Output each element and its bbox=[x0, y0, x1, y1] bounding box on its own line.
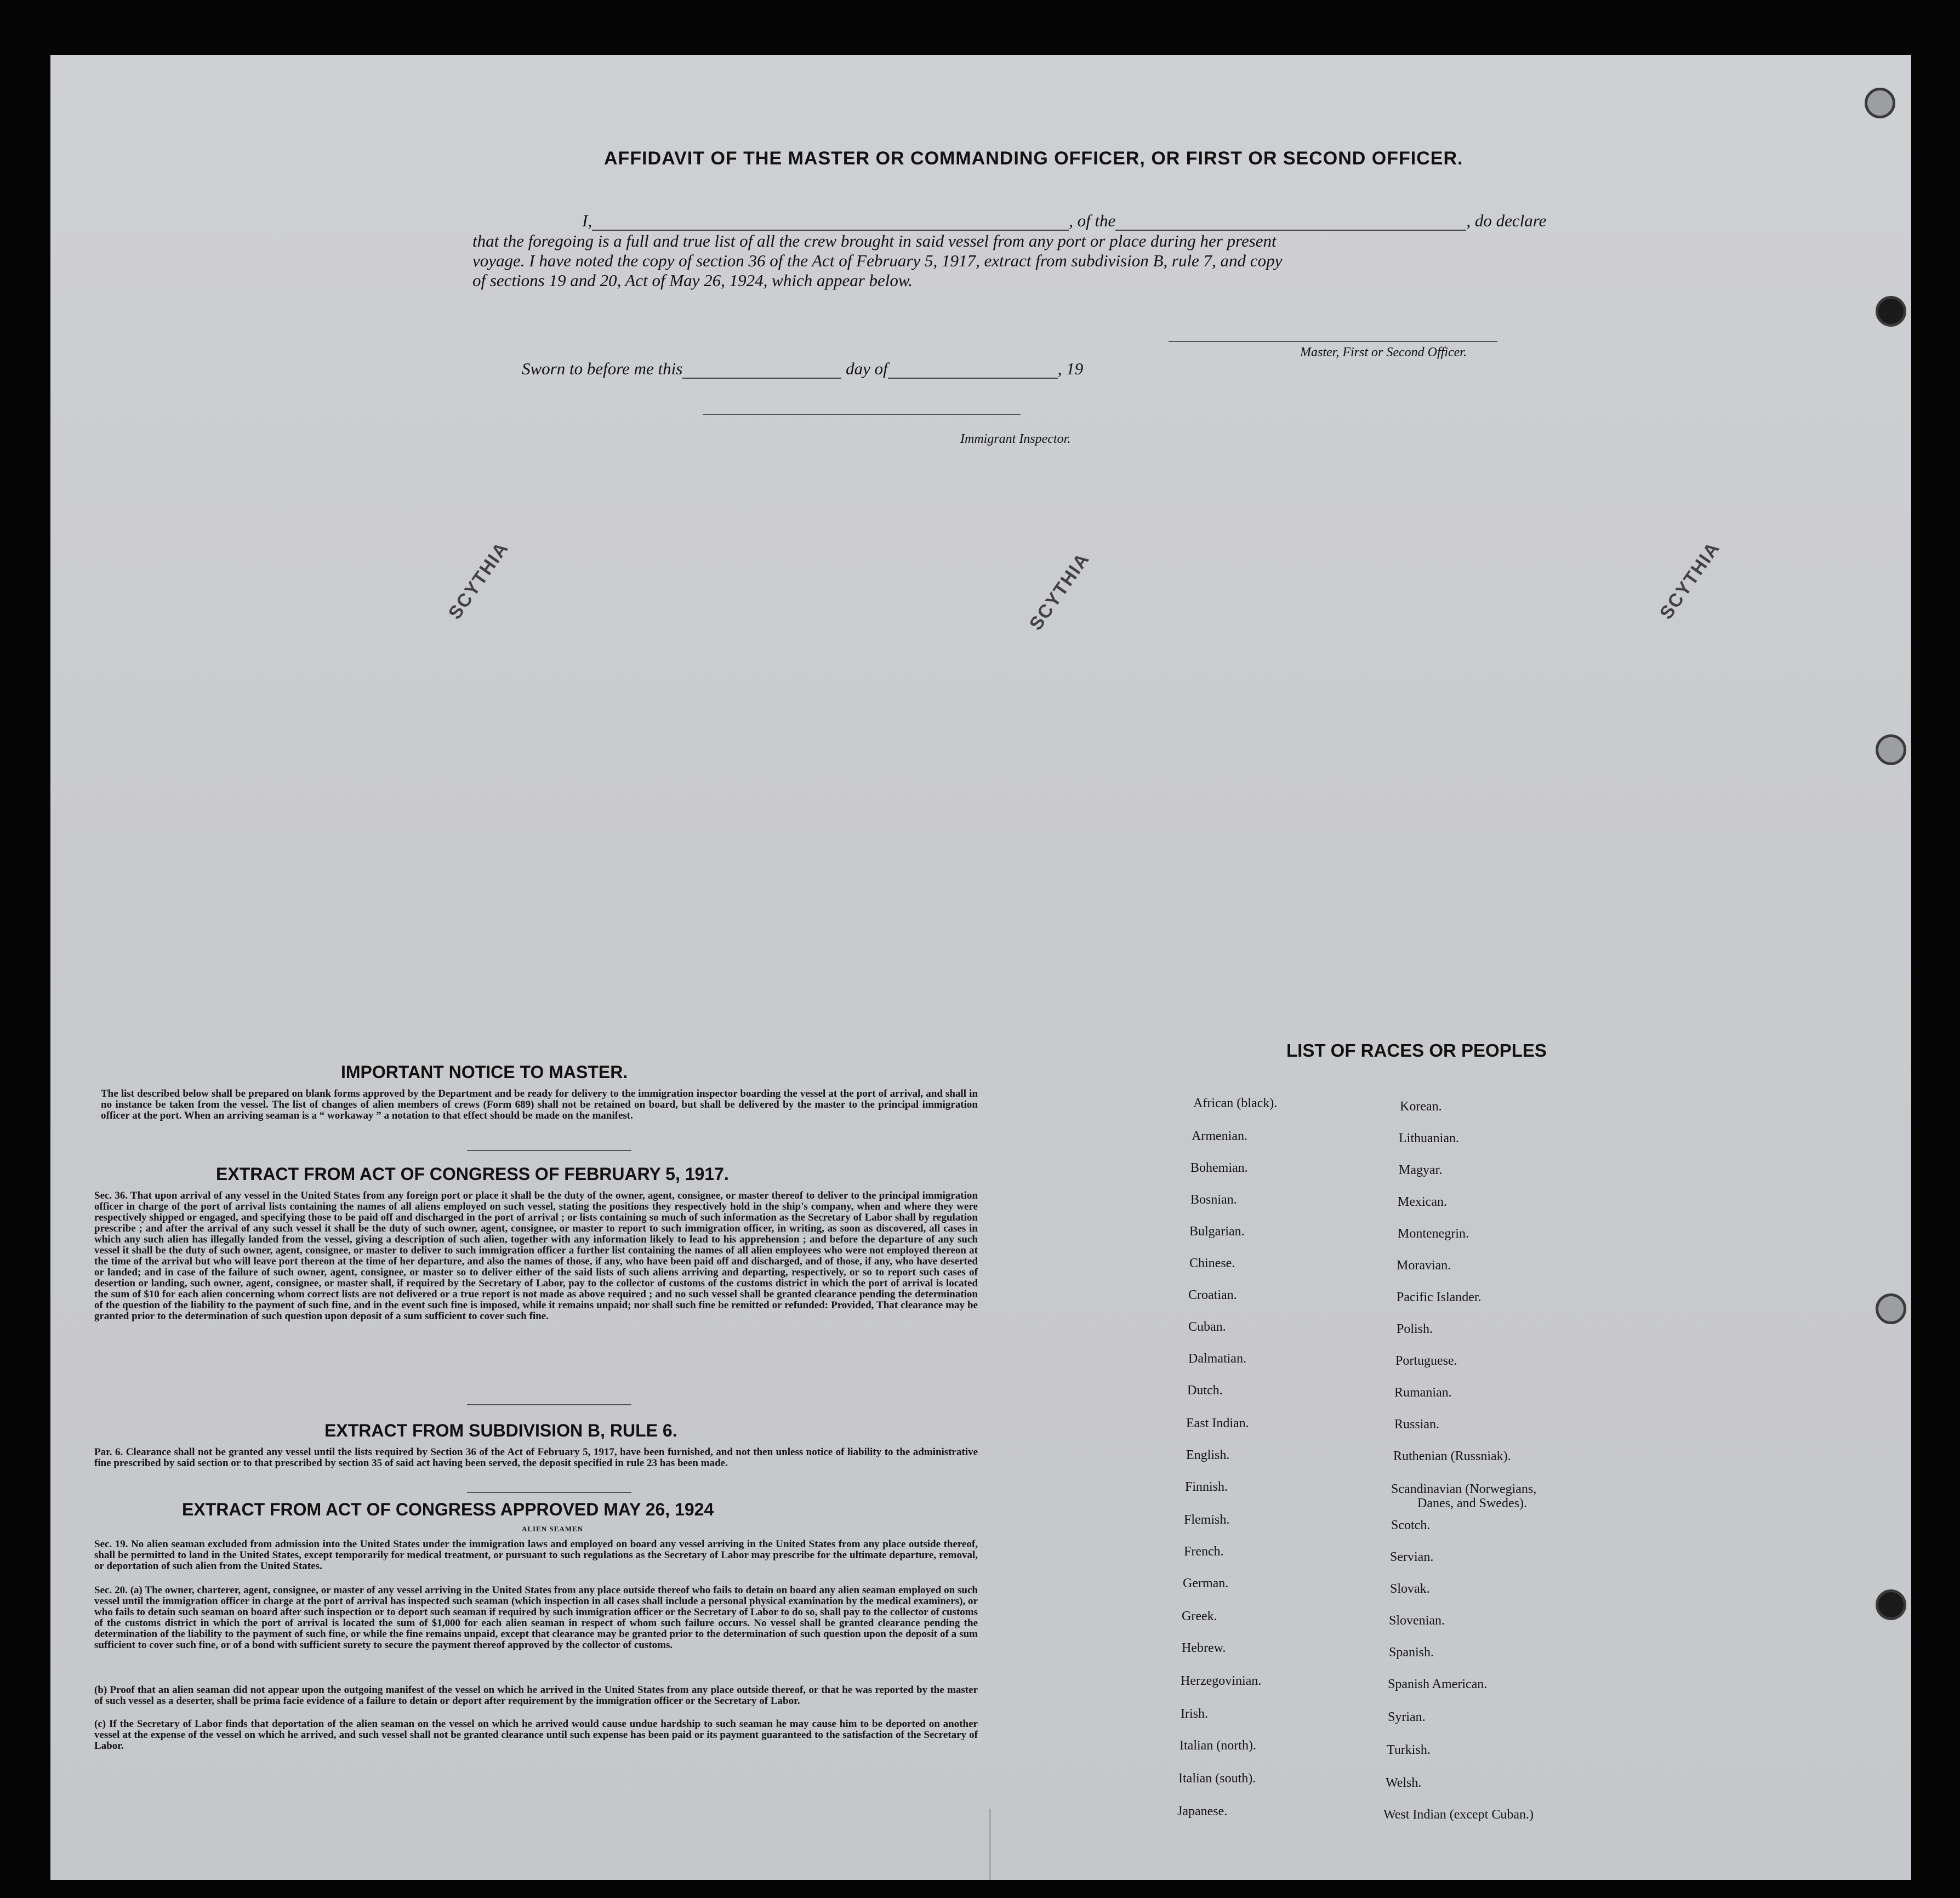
race-item: Irish. bbox=[1181, 1707, 1208, 1721]
race-item: African (black). bbox=[1193, 1096, 1278, 1110]
notice-title: IMPORTANT NOTICE TO MASTER. bbox=[341, 1062, 628, 1082]
race-item: Herzegovinian. bbox=[1181, 1674, 1262, 1688]
affidavit-of-the: , of the bbox=[1069, 211, 1116, 230]
race-item: Moravian. bbox=[1397, 1258, 1451, 1273]
race-item: Dalmatian. bbox=[1188, 1352, 1246, 1366]
race-item: Russian. bbox=[1394, 1417, 1440, 1432]
race-item: Scotch. bbox=[1391, 1518, 1431, 1532]
divider bbox=[467, 1492, 631, 1493]
race-item: German. bbox=[1183, 1576, 1229, 1591]
race-item: French. bbox=[1184, 1544, 1224, 1559]
extract-b-text: Par. 6. Clearance shall not be granted any vessel until the lists required by Section 36 of the Act of February 5, 1917, have been furnished, and not then unless notice of liability to the administrative fine prescribed by said section or to that prescribed by section 35 of said act having been served, the deposit specified in rule 23 has been made. bbox=[94, 1446, 978, 1469]
race-item: Slovenian. bbox=[1389, 1614, 1445, 1628]
extract-1924-sec20a: Sec. 20. (a) The owner, charterer, agent, consignee, or master of any vessel arriving in the United States from any place outside thereof who fails to detain on board any alien seaman employed on such vessel until the immigration officer in charge at the port of arrival has inspected such seaman (which inspection in all cases shall include a personal physical examination by the medical examiners), or who fails to detain such seaman on board after such inspection or to deport such seaman if required by such immigration officer or the Secretary of Labor to do so, shall pay to the collector of customs of the customs district in which the port of arrival is located the sum of $1,000 for each alien seaman in respect of whom such failure occurs. No vessel shall be granted clearance pending the determination of the liability to the payment of such fine, or while the fine remains unpaid, except that clearance may be granted prior to the determination of such question upon the deposit of a sum sufficient to cover such fine, or of a bond with sufficient surety to secure the payment thereof approved by the collector of customs. bbox=[94, 1584, 978, 1651]
affidavit-line-1 bbox=[582, 211, 1546, 231]
fold-mark bbox=[989, 1809, 991, 1880]
sworn-day-blank[interactable] bbox=[682, 378, 841, 379]
affidavit-i: I, bbox=[582, 211, 592, 230]
sworn-label: Sworn to before me this bbox=[522, 359, 683, 378]
race-item: West Indian (except Cuban.) bbox=[1383, 1808, 1534, 1822]
race-item: Montenegrin. bbox=[1398, 1227, 1469, 1241]
race-item: Hebrew. bbox=[1182, 1641, 1226, 1655]
race-item: Scandinavian (Norwegians, bbox=[1391, 1482, 1537, 1496]
document-sheet bbox=[50, 55, 1911, 1880]
affidavit-declare: , do declare bbox=[1466, 211, 1547, 230]
race-item: Flemish. bbox=[1184, 1513, 1230, 1527]
notice-text: The list described below shall be prepared on blank forms approved by the Department and be ready for delivery to the immigration inspector boarding the vessel at the port of arrival, and shall in no instance be taken from the vessel. The list of changes of alien members of crews (Form 689) shall not be retained on board, but shall be delivered by the master to the principal immigration officer at the port. When an arriving seaman is a “ workaway ” a notation to that effect should be made on the manifest. bbox=[101, 1088, 978, 1121]
race-item: Cuban. bbox=[1188, 1320, 1226, 1334]
day-of-label: day of bbox=[846, 359, 888, 378]
affidavit-line-4: of sections 19 and 20, Act of May 26, 1924, which appear below. bbox=[472, 271, 913, 290]
divider bbox=[467, 1150, 631, 1151]
race-item: Pacific Islander. bbox=[1397, 1290, 1482, 1304]
race-item: Spanish. bbox=[1389, 1645, 1434, 1660]
race-item: Rumanian. bbox=[1394, 1386, 1452, 1400]
race-item: Servian. bbox=[1390, 1550, 1434, 1564]
binder-hole bbox=[1865, 88, 1895, 118]
races-title: LIST OF RACES OR PEOPLES bbox=[1286, 1040, 1547, 1061]
inspector-signature-line[interactable] bbox=[703, 414, 1021, 415]
sworn-month-blank[interactable] bbox=[888, 378, 1058, 379]
race-item: Bosnian. bbox=[1190, 1193, 1237, 1207]
race-item: Turkish. bbox=[1387, 1743, 1431, 1757]
extract-b-title: EXTRACT FROM SUBDIVISION B, RULE 6. bbox=[324, 1421, 677, 1440]
race-item: Korean. bbox=[1400, 1099, 1442, 1114]
race-item: Welsh. bbox=[1386, 1776, 1422, 1790]
race-item: Danes, and Swedes). bbox=[1417, 1496, 1527, 1511]
alien-seamen-subtitle: ALIEN SEAMEN bbox=[522, 1525, 584, 1533]
race-item: Bohemian. bbox=[1190, 1161, 1248, 1175]
race-item: Dutch. bbox=[1187, 1383, 1223, 1398]
extract-1924-title: EXTRACT FROM ACT OF CONGRESS APPROVED MAY 26, 1924 bbox=[182, 1500, 714, 1519]
master-signature-label: Master, First or Second Officer. bbox=[1300, 345, 1467, 360]
race-item: English. bbox=[1186, 1448, 1230, 1462]
ship-name-stamp: SCYTHIA bbox=[1655, 538, 1724, 623]
race-item: Slovak. bbox=[1390, 1582, 1430, 1596]
race-item: Italian (north). bbox=[1180, 1739, 1256, 1753]
affidavit-line-3: voyage. I have noted the copy of section 36 of the Act of February 5, 1917, extract from subdivision B, rule 7, and copy bbox=[472, 251, 1283, 270]
race-item: Armenian. bbox=[1192, 1129, 1247, 1143]
bleed-through-text bbox=[785, 438, 1771, 603]
ship-name-stamp: SCYTHIA bbox=[1025, 549, 1094, 634]
year-label: , 19 bbox=[1057, 359, 1084, 378]
race-item: Mexican. bbox=[1398, 1195, 1447, 1209]
inspector-signature-label: Immigrant Inspector. bbox=[960, 432, 1071, 446]
extract-1924-sec19: Sec. 19. No alien seaman excluded from admission into the United States under the immigration laws and employed on board any vessel arriving in the United States from any place outside thereof, shall be permitted to land in the United States, except temporarily for medical treatment, or pursuant to such regulations as the Secretary of Labor may prescribe for the ultimate departure, removal, or deportation of such alien from the United States. bbox=[94, 1538, 978, 1572]
race-item: East Indian. bbox=[1186, 1416, 1249, 1430]
race-item: Syrian. bbox=[1388, 1710, 1426, 1724]
affidavit-line-2: that the foregoing is a full and true list of all the crew brought in said vessel from any port or place during her present bbox=[472, 231, 1277, 250]
binder-hole bbox=[1876, 1293, 1906, 1324]
race-item: Spanish American. bbox=[1388, 1677, 1488, 1691]
vessel-blank[interactable] bbox=[1115, 230, 1466, 231]
race-item: Polish. bbox=[1397, 1322, 1433, 1336]
binder-hole bbox=[1876, 734, 1906, 765]
race-item: Italian (south). bbox=[1178, 1771, 1256, 1786]
binder-hole bbox=[1876, 1589, 1906, 1620]
name-blank[interactable] bbox=[592, 230, 1069, 231]
sworn-line bbox=[522, 359, 1083, 379]
race-item: Chinese. bbox=[1189, 1256, 1235, 1270]
extract-1924-sec20b: (b) Proof that an alien seaman did not appear upon the outgoing manifest of the vessel on which he arrived in the United States from any place outside thereof, or that he was reported by the master of such vessel as a deserter, shall be prima facie evidence of a failure to detain or deport after requirement by the immigration officer or the Secretary of Labor. bbox=[94, 1684, 978, 1707]
race-item: Greek. bbox=[1182, 1609, 1217, 1623]
extract-1917-text: Sec. 36. That upon arrival of any vessel in the United States from any foreign port or place it shall be the duty of the owner, agent, consignee, or master thereof to deliver to the principal immigration officer in charge of the port of arrival lists containing the names of all aliens employed on such vessel, stating the positions they respectively hold in the ship's company, when and where they were respectively shipped or engaged, and specifying those to be paid off and discharged in the port of arrival ; or lists containing so much of such information as the Secretary of Labor shall by regulation prescribe ; and after the arrival of any such vessel it shall be the duty of such owner, agent, consignee, or master to report to such immigration officer, in writing, as soon as discovered, all cases in which any such alien has illegally landed from the vessel, giving a description of such alien, together with any information likely to lead to his apprehension ; and before the departure of any such vessel it shall be the duty of such owner, agent, consignee, or master to deliver to such immigration officer a further list containing the names of all alien employees who were not employed thereon at the time of the arrival but who will leave port thereon at the time of her departure, and also the names of those, if any, who have been paid off and discharged, and of those, if any, who have deserted or landed; and in case of the failure of such owner, agent, consignee, or master so to deliver either of the said lists of such aliens arriving and departing, respectively, or so to report such cases of desertion or landing, such owner, agent, consignee, or master shall, if required by the Secretary of Labor, pay to the collector of customs of the customs district in which the port of arrival is located the sum of $10 for each alien concerning whom correct lists are not delivered or a true report is not made as above required ; and no such vessel shall be granted clearance pending the determination of the question of the liability to the payment of such fine, and in the event such fine is imposed, while it remains unpaid; nor shall such fine be remitted or refunded: Provided, That clearance may be granted prior to the determination of such question upon deposit of a sum sufficient to cover such fine. bbox=[94, 1190, 978, 1322]
master-signature-line[interactable] bbox=[1169, 341, 1497, 342]
binder-hole bbox=[1876, 296, 1906, 327]
race-item: Portuguese. bbox=[1395, 1354, 1457, 1368]
race-item: Ruthenian (Russniak). bbox=[1393, 1449, 1511, 1463]
race-item: Magyar. bbox=[1399, 1163, 1443, 1177]
extract-1924-sec20c: (c) If the Secretary of Labor finds that deportation of the alien seaman on the vessel on which he arrived would cause undue hardship to such seaman he may cause him to be deported on another vessel at the expense of the vessel on which he arrived, and such vessel shall not be granted clearance until such expense has been paid or its payment guaranteed to the satisfaction of the Secretary of Labor. bbox=[94, 1718, 978, 1752]
affidavit-title: AFFIDAVIT OF THE MASTER OR COMMANDING OFFICER, OR FIRST OR SECOND OFFICER. bbox=[604, 148, 1463, 169]
divider bbox=[467, 1404, 631, 1405]
ship-name-stamp: SCYTHIA bbox=[444, 538, 513, 623]
race-item: Lithuanian. bbox=[1399, 1131, 1459, 1145]
extract-1917-title: EXTRACT FROM ACT OF CONGRESS OF FEBRUARY 5, 1917. bbox=[216, 1164, 729, 1184]
race-item: Finnish. bbox=[1185, 1480, 1228, 1494]
race-item: Croatian. bbox=[1188, 1288, 1237, 1302]
race-item: Japanese. bbox=[1177, 1804, 1228, 1819]
race-item: Bulgarian. bbox=[1189, 1224, 1245, 1239]
